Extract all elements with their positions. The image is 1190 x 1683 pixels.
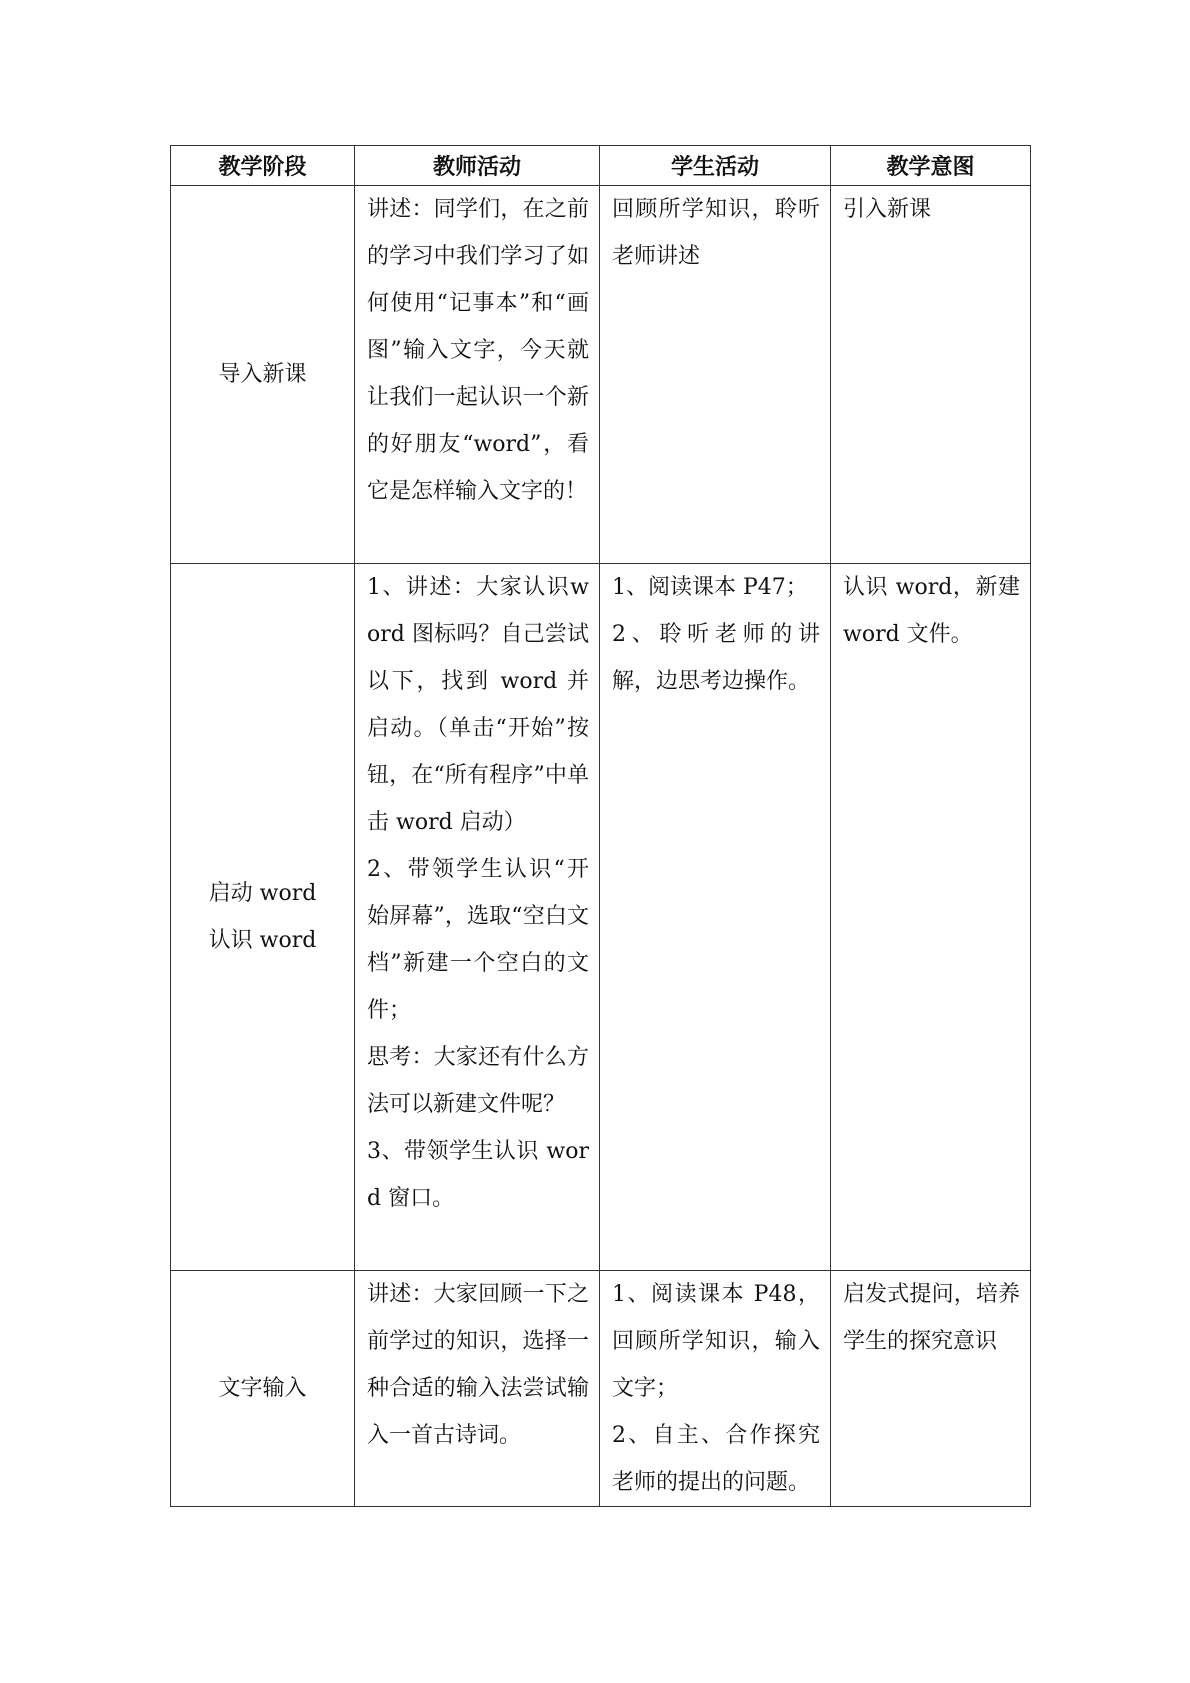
teacher-activity-cell — [355, 186, 600, 564]
student-activity-text: 1、阅读课本 P48，回顾所学知识，输入文字； — [612, 1282, 820, 1401]
stage-label: 导入新课 — [218, 362, 307, 387]
teaching-intent-text: 启发式提问，培养学生的探究意识 — [843, 1282, 1020, 1354]
teaching-intent-cell — [831, 186, 1031, 564]
lesson-plan-table — [170, 145, 1031, 1507]
table-row — [171, 186, 1031, 564]
table-header-row — [171, 146, 1031, 186]
student-activity-text: 2、聆听老师的讲解，边思考边操作。 — [612, 622, 820, 694]
stage-cell — [171, 1271, 355, 1507]
student-activity-text: 1、阅读课本 P47； — [612, 575, 808, 600]
stage-label: 认识 word — [208, 928, 317, 953]
teacher-activity-text: 1、讲述：大家认识word 图标吗？自己尝试以下，找到 word 并启动。（单击“开始”按钮，在“所有程序”中单击 word 启动） — [367, 575, 589, 835]
teaching-intent-cell — [831, 564, 1031, 1271]
table-row — [171, 564, 1031, 1271]
teaching-intent-text: 认识 word，新建 word 文件。 — [843, 575, 1020, 647]
student-activity-cell — [600, 564, 831, 1271]
stage-label: 文字输入 — [218, 1376, 307, 1401]
header-stage: 教学阶段 — [171, 146, 355, 186]
teacher-activity-text: 讲述：大家回顾一下之前学过的知识，选择一种合适的输入法尝试输入一首古诗词。 — [367, 1282, 589, 1448]
teaching-intent-cell — [831, 1271, 1031, 1507]
teacher-activity-cell — [355, 1271, 600, 1507]
teacher-activity-text: 3、带领学生认识 word 窗口。 — [367, 1139, 589, 1211]
student-activity-cell — [600, 1271, 831, 1507]
header-intent: 教学意图 — [831, 146, 1031, 186]
header-student: 学生活动 — [600, 146, 831, 186]
student-activity-text: 回顾所学知识，聆听老师讲述 — [612, 197, 820, 269]
teacher-activity-text: 2、带领学生认识“开始屏幕”，选取“空白文档”新建一个空白的文件； — [367, 857, 589, 1023]
teaching-intent-text: 引入新课 — [843, 197, 932, 222]
stage-cell — [171, 186, 355, 564]
student-activity-cell — [600, 186, 831, 564]
stage-label: 启动 word — [208, 881, 317, 906]
teacher-activity-text: 讲述：同学们，在之前的学习中我们学习了如何使用“记事本”和“画图”输入文字，今天就让我们一起认识一个新的好朋友“word”，看它是怎样输入文字的！ — [367, 197, 589, 504]
teacher-activity-text: 思考：大家还有什么方法可以新建文件呢？ — [367, 1045, 589, 1117]
stage-cell — [171, 564, 355, 1271]
student-activity-text: 2、自主、合作探究老师的提出的问题。 — [612, 1423, 820, 1495]
table-row — [171, 1271, 1031, 1507]
header-teacher: 教师活动 — [355, 146, 600, 186]
teacher-activity-cell — [355, 564, 600, 1271]
